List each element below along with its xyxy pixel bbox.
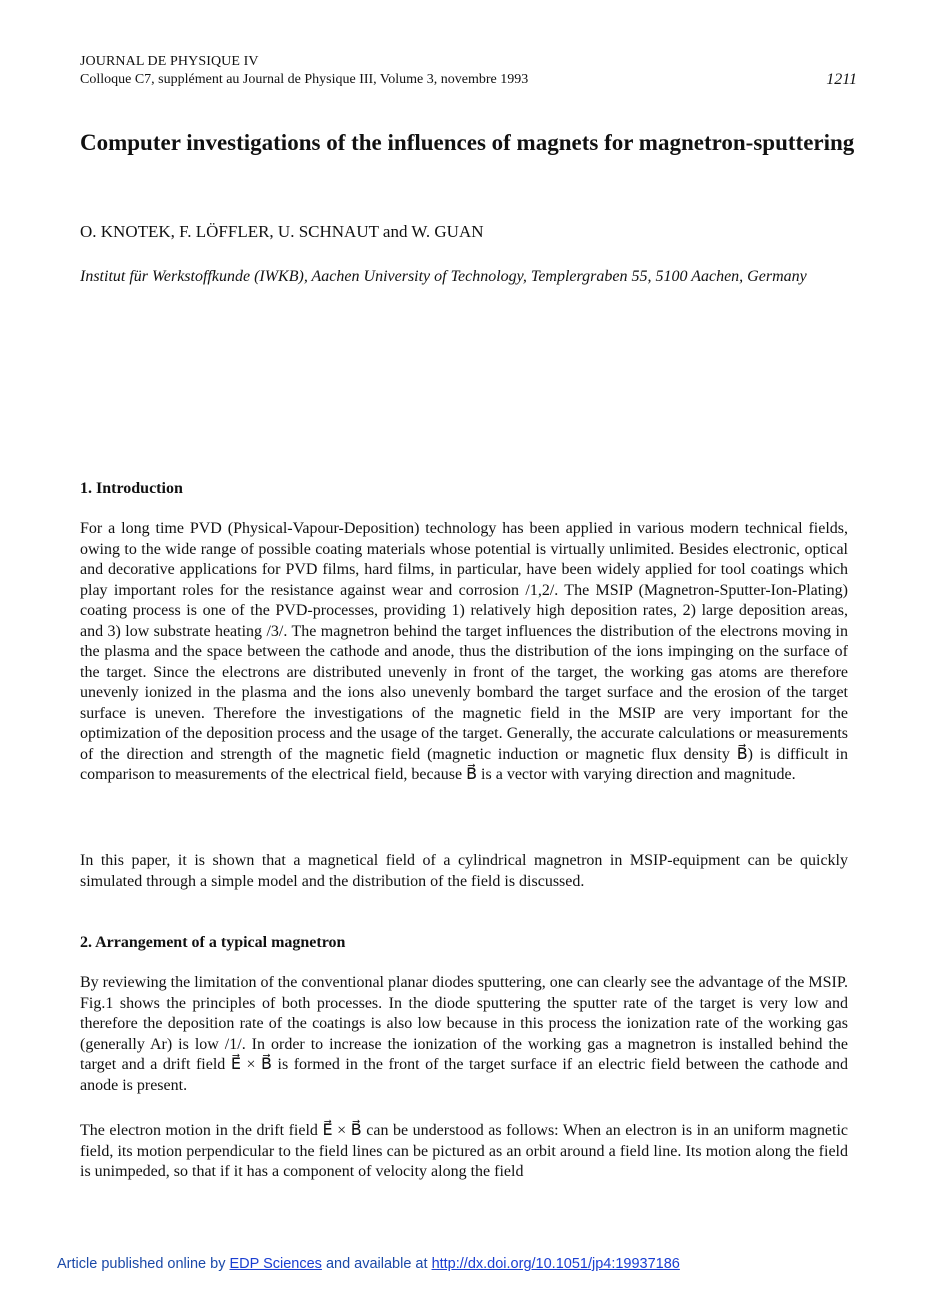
publication-footer <box>57 1256 680 1272</box>
footer-text-available: and available at <box>321 1256 432 1272</box>
footer-text-published: Article published online by <box>57 1256 230 1272</box>
arrangement-paragraph-2: The electron motion in the drift field E⃗ × B⃗ can be understood as follows: When an electron is in an uniform magnetic field, its motion perpendicular to the field lines can be pictured as an orbit around a field line. Its motion along the field is unimpeded, so that if it has a component of velocity along the field <box>80 1122 848 1180</box>
section-heading-arrangement: 2. Arrangement of a typical magnetron <box>80 934 346 951</box>
page-number: 1211 <box>826 71 857 88</box>
introduction-paragraph-1: For a long time PVD (Physical-Vapour-Deposition) technology has been applied in various modern technical fields, owing to the wide range of possible coating materials whose potential is virtually unlimited. Besides electronic, optical and decorative applications for PVD films, hard films, in particular, have been widely applied for tool coatings which play important roles for the resistance against wear and corrosion /1,2/. The MSIP (Magnetron-Sputter-Ion-Plating) coating process is one of the PVD-processes, providing 1) relatively high deposition rates, 2) large deposition areas, and 3) low substrate heating /3/. The magnetron behind the target influences the distribution of the electrons moving in the plasma and the space between the cathode and anode, thus the distribution of the ions impinging on the surface of the target. Since the electrons are distributed unevenly in front of the target, the working gas atoms are therefore unevenly ionized in the plasma and the ions also unevenly bombard the target surface and the erosion of the target surface is uneven. Therefore the investigations of the magnetic field in the MSIP are very important for the optimization of the deposition process and the usage of the target. Generally, the accurate calculations or measurements of the direction and strength of the magnetic field (magnetic induction or magnetic flux density B⃗) is difficult in comparison to measurements of the electrical field, because B⃗ is a vector with varying direction and magnitude. <box>80 520 848 783</box>
doi-link[interactable]: http://dx.doi.org/10.1051/jp4:19937186 <box>431 1256 680 1272</box>
journal-name: JOURNAL DE PHYSIQUE IV <box>80 54 259 69</box>
arrangement-paragraph-1: By reviewing the limitation of the conventional planar diodes sputtering, one can clearly see the advantage of the MSIP. Fig.1 shows the principles of both processes. In the diode sputtering the sputter rate of the target is very low and therefore the deposition rate of the coatings is also low because in this process the ionization rate of the working gas (generally Ar) is low /1/. In order to increase the ionization of the working gas a magnetron is installed behind the target and a drift field E⃗ × B⃗ is formed in the front of the target surface if an electric field between the cathode and anode is present. <box>80 974 848 1094</box>
section-heading-introduction: 1. Introduction <box>80 480 183 497</box>
journal-issue: Colloque C7, supplément au Journal de Physique III, Volume 3, novembre 1993 <box>80 72 529 87</box>
author-list: O. KNOTEK, F. LÖFFLER, U. SCHNAUT and W. GUAN <box>80 222 484 241</box>
introduction-paragraph-2: In this paper, it is shown that a magnetical field of a cylindrical magnetron in MSIP-equipment can be quickly simulated through a simple model and the distribution of the field is discussed. <box>80 852 848 890</box>
edp-sciences-link[interactable]: EDP Sciences <box>229 1256 322 1272</box>
affiliation: Institut für Werkstoffkunde (IWKB), Aachen University of Technology, Templergraben 55, 5100 Aachen, Germany <box>80 268 807 285</box>
paper-title: Computer investigations of the influences of magnets for magnetron-sputtering <box>80 130 855 155</box>
